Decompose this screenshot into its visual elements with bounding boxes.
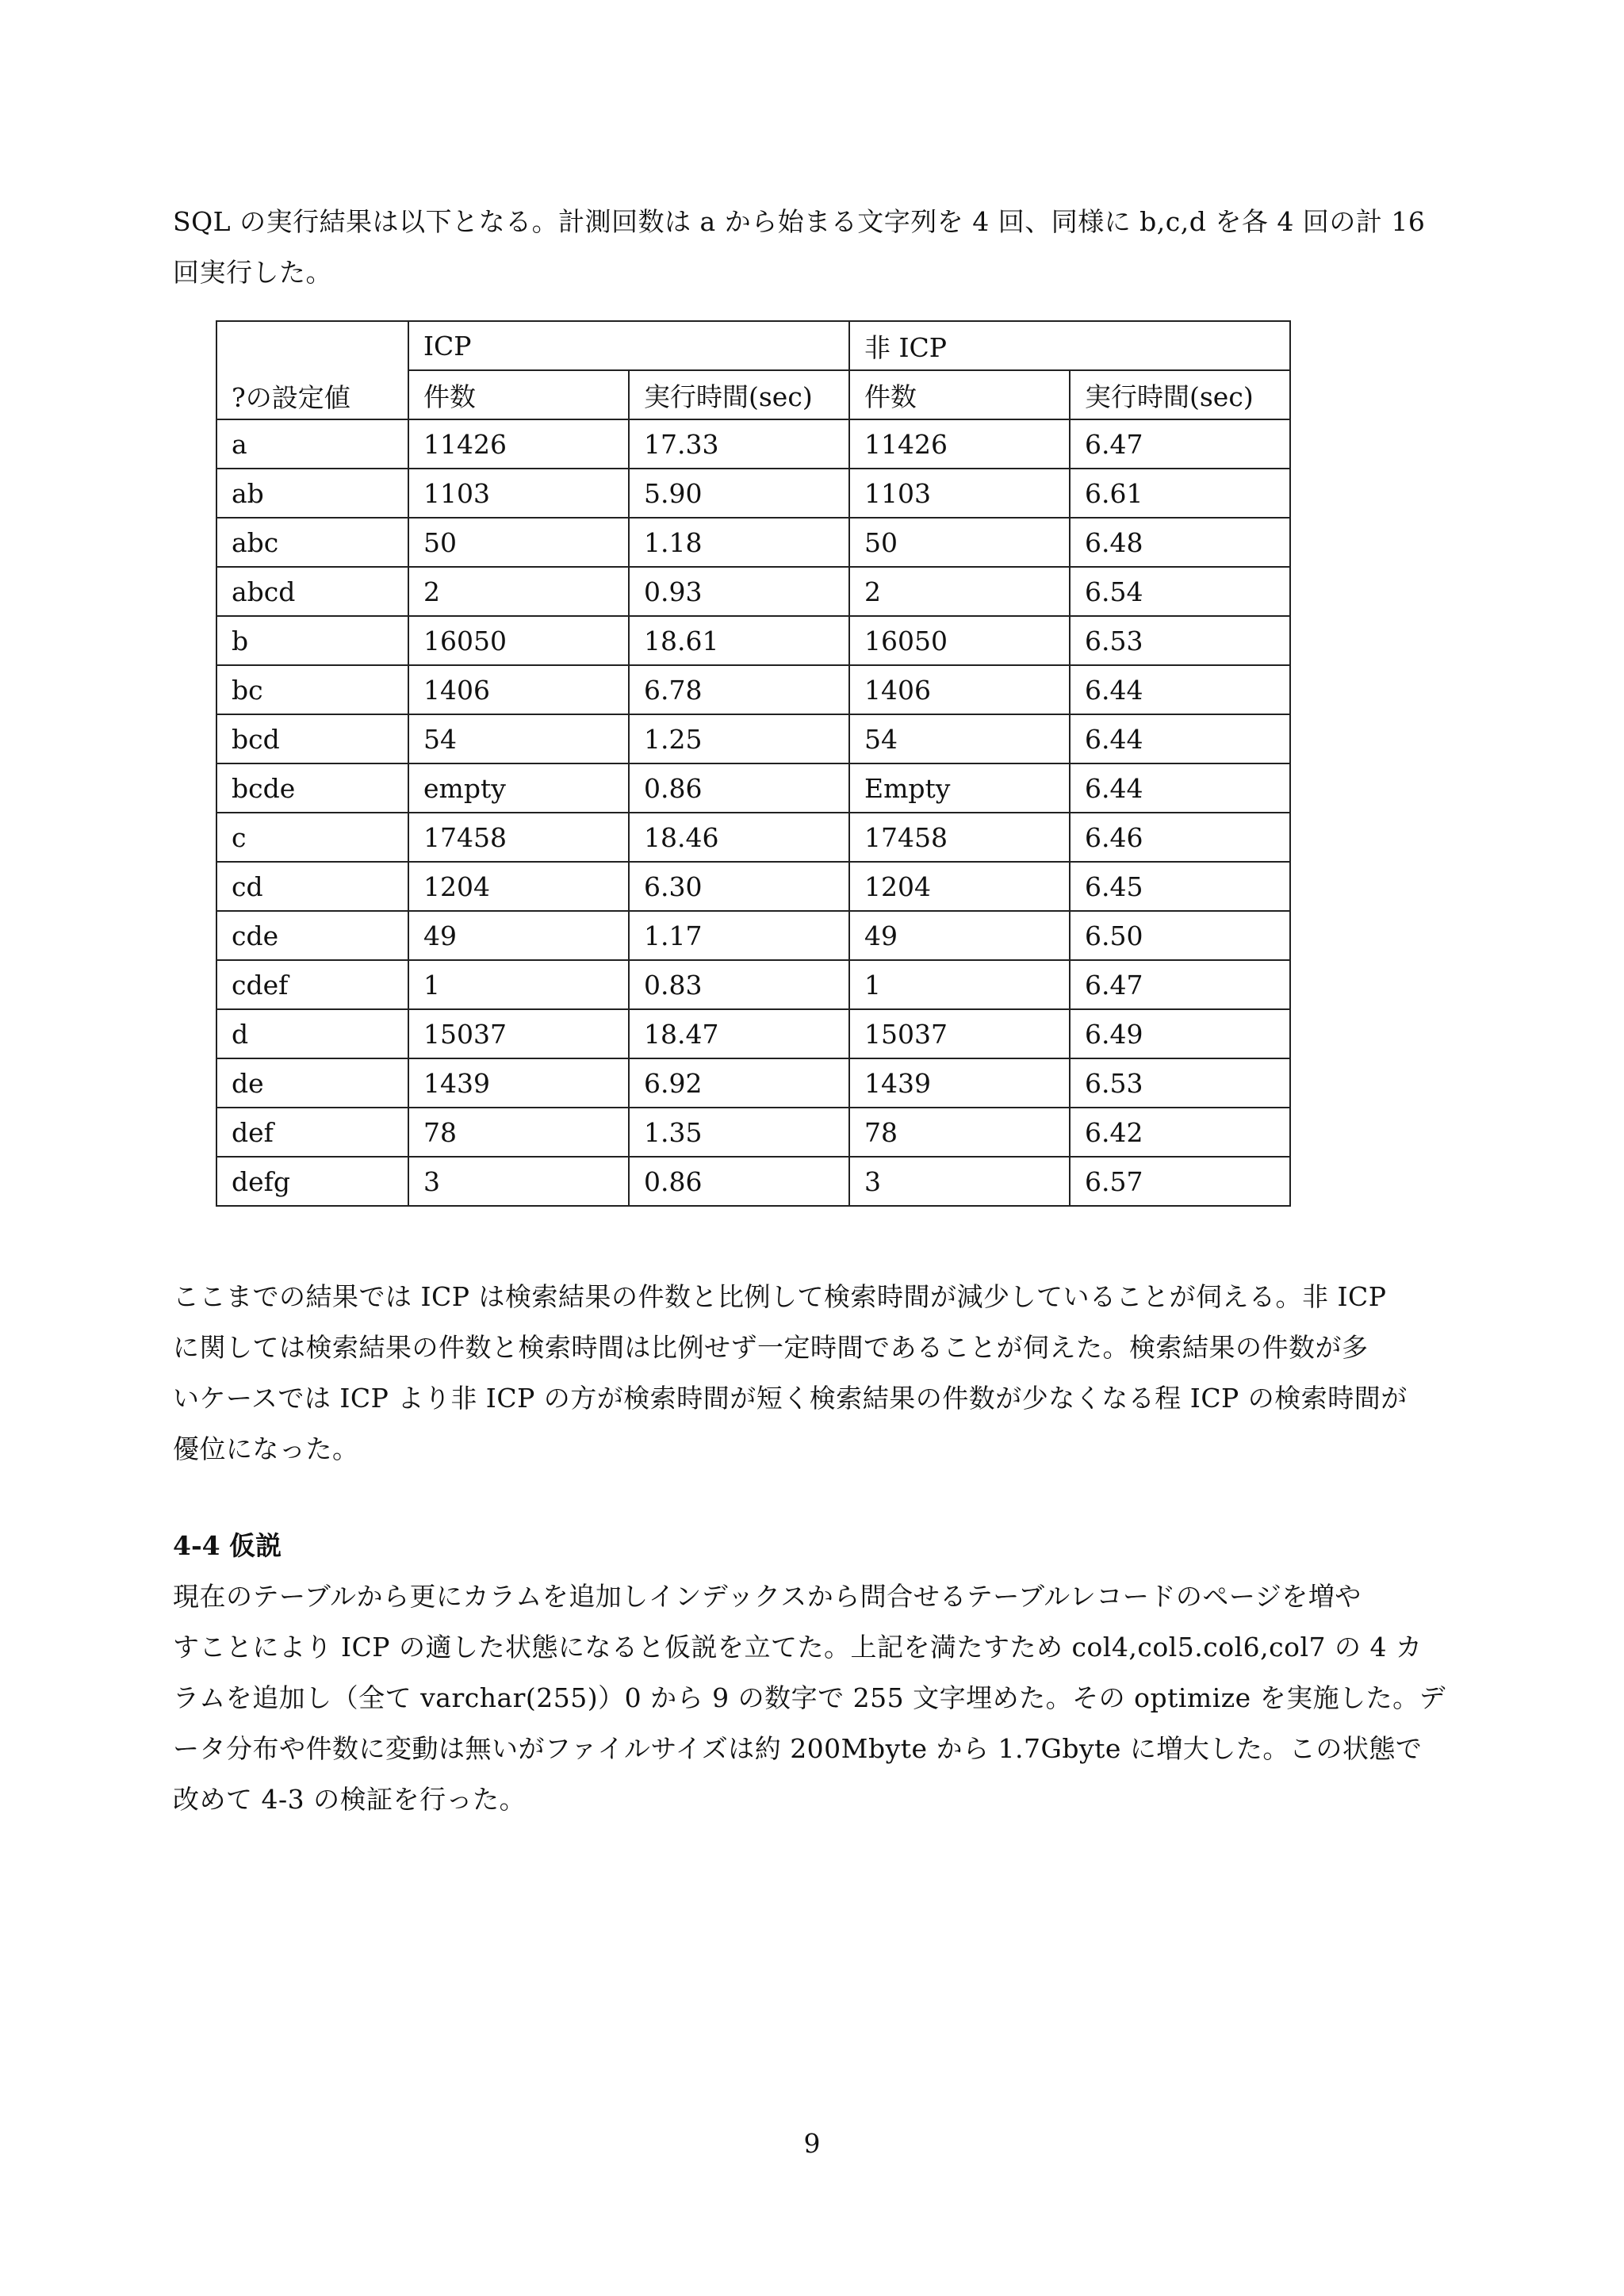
cell-setting-value: cdef <box>216 960 408 1009</box>
cell-setting-value: bcde <box>216 763 408 813</box>
table-row <box>216 1009 1290 1058</box>
cell-non-icp-time: 6.53 <box>1070 1058 1290 1108</box>
intro-paragraph <box>173 197 1451 298</box>
cell-icp-count: 2 <box>408 567 629 616</box>
cell-setting-value: de <box>216 1058 408 1108</box>
cell-non-icp-count: 54 <box>849 714 1070 763</box>
row-header-label-cell <box>216 321 408 419</box>
cell-icp-count: 15037 <box>408 1009 629 1058</box>
cell-icp-count: 1204 <box>408 862 629 911</box>
cell-non-icp-count: Empty <box>849 763 1070 813</box>
cell-non-icp-time: 6.48 <box>1070 518 1290 567</box>
cell-icp-time: 1.17 <box>629 911 849 960</box>
cell-non-icp-count: 11426 <box>849 419 1070 469</box>
hypothesis-line: 現在のテーブルから更にカラムを追加しインデックスから問合せるテーブルレコードのページを増や <box>173 1581 1362 1612</box>
hypothesis-line: 改めて 4-3 の検証を行った。 <box>173 1784 527 1815</box>
cell-non-icp-time: 6.42 <box>1070 1108 1290 1157</box>
cell-non-icp-time: 6.49 <box>1070 1009 1290 1058</box>
table-row <box>216 567 1290 616</box>
cell-non-icp-time: 6.47 <box>1070 960 1290 1009</box>
cell-icp-count: 17458 <box>408 813 629 862</box>
cell-non-icp-time: 6.44 <box>1070 665 1290 714</box>
cell-setting-value: cde <box>216 911 408 960</box>
cell-non-icp-count: 16050 <box>849 616 1070 665</box>
table-row <box>216 616 1290 665</box>
cell-icp-time: 17.33 <box>629 419 849 469</box>
cell-non-icp-time: 6.50 <box>1070 911 1290 960</box>
hypothesis-line: ータ分布や件数に変動は無いがファイルサイズは約 200Mbyte から 1.7Gbyte に増大した。この状態で <box>173 1733 1423 1764</box>
cell-non-icp-count: 1 <box>849 960 1070 1009</box>
column-header-non-icp-time: 実行時間(sec) <box>1070 370 1290 419</box>
cell-non-icp-count: 1103 <box>849 469 1070 518</box>
hypothesis-line: ラムを追加し（全て varchar(255)）0 から 9 の数字で 255 文字埋めた。その optimize を実施した。デ <box>173 1682 1446 1713</box>
cell-non-icp-count: 1439 <box>849 1058 1070 1108</box>
result-line: に関しては検索結果の件数と検索時間は比例せず一定時間であることが伺えた。検索結果の件数が多 <box>173 1332 1369 1363</box>
cell-non-icp-time: 6.44 <box>1070 763 1290 813</box>
page-number: 9 <box>803 2128 821 2159</box>
cell-non-icp-time: 6.53 <box>1070 616 1290 665</box>
hypothesis-paragraph <box>173 1571 1451 1825</box>
cell-icp-time: 6.78 <box>629 665 849 714</box>
cell-setting-value: a <box>216 419 408 469</box>
cell-setting-value: bc <box>216 665 408 714</box>
cell-icp-count: 54 <box>408 714 629 763</box>
cell-icp-time: 1.25 <box>629 714 849 763</box>
cell-setting-value: abc <box>216 518 408 567</box>
cell-non-icp-count: 3 <box>849 1157 1070 1206</box>
cell-icp-time: 1.18 <box>629 518 849 567</box>
cell-non-icp-time: 6.46 <box>1070 813 1290 862</box>
cell-non-icp-time: 6.61 <box>1070 469 1290 518</box>
table-row <box>216 419 1290 469</box>
cell-non-icp-time: 6.54 <box>1070 567 1290 616</box>
cell-non-icp-time: 6.47 <box>1070 419 1290 469</box>
cell-setting-value: cd <box>216 862 408 911</box>
cell-setting-value: defg <box>216 1157 408 1206</box>
column-header-icp-count: 件数 <box>408 370 629 419</box>
results-table <box>216 320 1291 1207</box>
table-row <box>216 469 1290 518</box>
table-header-row-groups <box>216 321 1290 370</box>
table-row <box>216 714 1290 763</box>
cell-icp-time: 1.35 <box>629 1108 849 1157</box>
cell-setting-value: b <box>216 616 408 665</box>
cell-non-icp-time: 6.57 <box>1070 1157 1290 1206</box>
cell-icp-time: 18.61 <box>629 616 849 665</box>
cell-icp-time: 0.86 <box>629 1157 849 1206</box>
result-paragraph <box>173 1272 1451 1475</box>
cell-icp-time: 6.30 <box>629 862 849 911</box>
cell-icp-count: 50 <box>408 518 629 567</box>
cell-icp-count: 3 <box>408 1157 629 1206</box>
cell-non-icp-count: 1406 <box>849 665 1070 714</box>
cell-non-icp-count: 78 <box>849 1108 1070 1157</box>
column-header-non-icp-count: 件数 <box>849 370 1070 419</box>
cell-non-icp-count: 17458 <box>849 813 1070 862</box>
section-heading: 4-4 仮説 <box>173 1530 282 1561</box>
table-row <box>216 813 1290 862</box>
cell-non-icp-time: 6.45 <box>1070 862 1290 911</box>
cell-non-icp-count: 1204 <box>849 862 1070 911</box>
cell-icp-time: 18.46 <box>629 813 849 862</box>
cell-non-icp-count: 15037 <box>849 1009 1070 1058</box>
result-line: 優位になった。 <box>173 1433 359 1464</box>
table-row <box>216 763 1290 813</box>
table-row <box>216 665 1290 714</box>
table-row <box>216 862 1290 911</box>
cell-non-icp-count: 50 <box>849 518 1070 567</box>
cell-icp-time: 0.93 <box>629 567 849 616</box>
cell-setting-value: bcd <box>216 714 408 763</box>
cell-icp-count: 78 <box>408 1108 629 1157</box>
cell-icp-time: 18.47 <box>629 1009 849 1058</box>
hypothesis-line: すことにより ICP の適した状態になると仮説を立てた。上記を満たすため col4,col5.col6,col7 の 4 カ <box>173 1632 1423 1663</box>
table-row <box>216 960 1290 1009</box>
group-header-non-icp: 非 ICP <box>849 321 1290 370</box>
cell-icp-time: 5.90 <box>629 469 849 518</box>
cell-icp-count: 1406 <box>408 665 629 714</box>
cell-icp-count: 16050 <box>408 616 629 665</box>
group-header-icp: ICP <box>408 321 849 370</box>
column-header-icp-time: 実行時間(sec) <box>629 370 849 419</box>
table-row <box>216 1157 1290 1206</box>
table-row <box>216 1108 1290 1157</box>
cell-setting-value: def <box>216 1108 408 1157</box>
cell-icp-count: 49 <box>408 911 629 960</box>
intro-line: 回実行した。 <box>173 257 332 288</box>
cell-icp-count: 1 <box>408 960 629 1009</box>
cell-icp-time: 0.83 <box>629 960 849 1009</box>
cell-non-icp-count: 2 <box>849 567 1070 616</box>
cell-icp-count: 1439 <box>408 1058 629 1108</box>
intro-line: SQL の実行結果は以下となる。計測回数は a から始まる文字列を 4 回、同様に b,c,d を各 4 回の計 16 <box>173 206 1426 237</box>
cell-non-icp-time: 6.44 <box>1070 714 1290 763</box>
cell-icp-count: 11426 <box>408 419 629 469</box>
cell-icp-count: 1103 <box>408 469 629 518</box>
cell-icp-time: 0.86 <box>629 763 849 813</box>
cell-non-icp-count: 49 <box>849 911 1070 960</box>
table-row <box>216 911 1290 960</box>
cell-setting-value: c <box>216 813 408 862</box>
table-row <box>216 518 1290 567</box>
cell-icp-time: 6.92 <box>629 1058 849 1108</box>
result-line: いケースでは ICP より非 ICP の方が検索時間が短く検索結果の件数が少なくなる程 ICP の検索時間が <box>173 1383 1408 1414</box>
table-row <box>216 1058 1290 1108</box>
cell-setting-value: ab <box>216 469 408 518</box>
cell-setting-value: d <box>216 1009 408 1058</box>
cell-icp-count: empty <box>408 763 629 813</box>
row-header-label: ?の設定値 <box>232 381 350 413</box>
cell-setting-value: abcd <box>216 567 408 616</box>
result-line: ここまでの結果では ICP は検索結果の件数と比例して検索時間が減少していることが伺える。非 ICP <box>173 1281 1387 1312</box>
